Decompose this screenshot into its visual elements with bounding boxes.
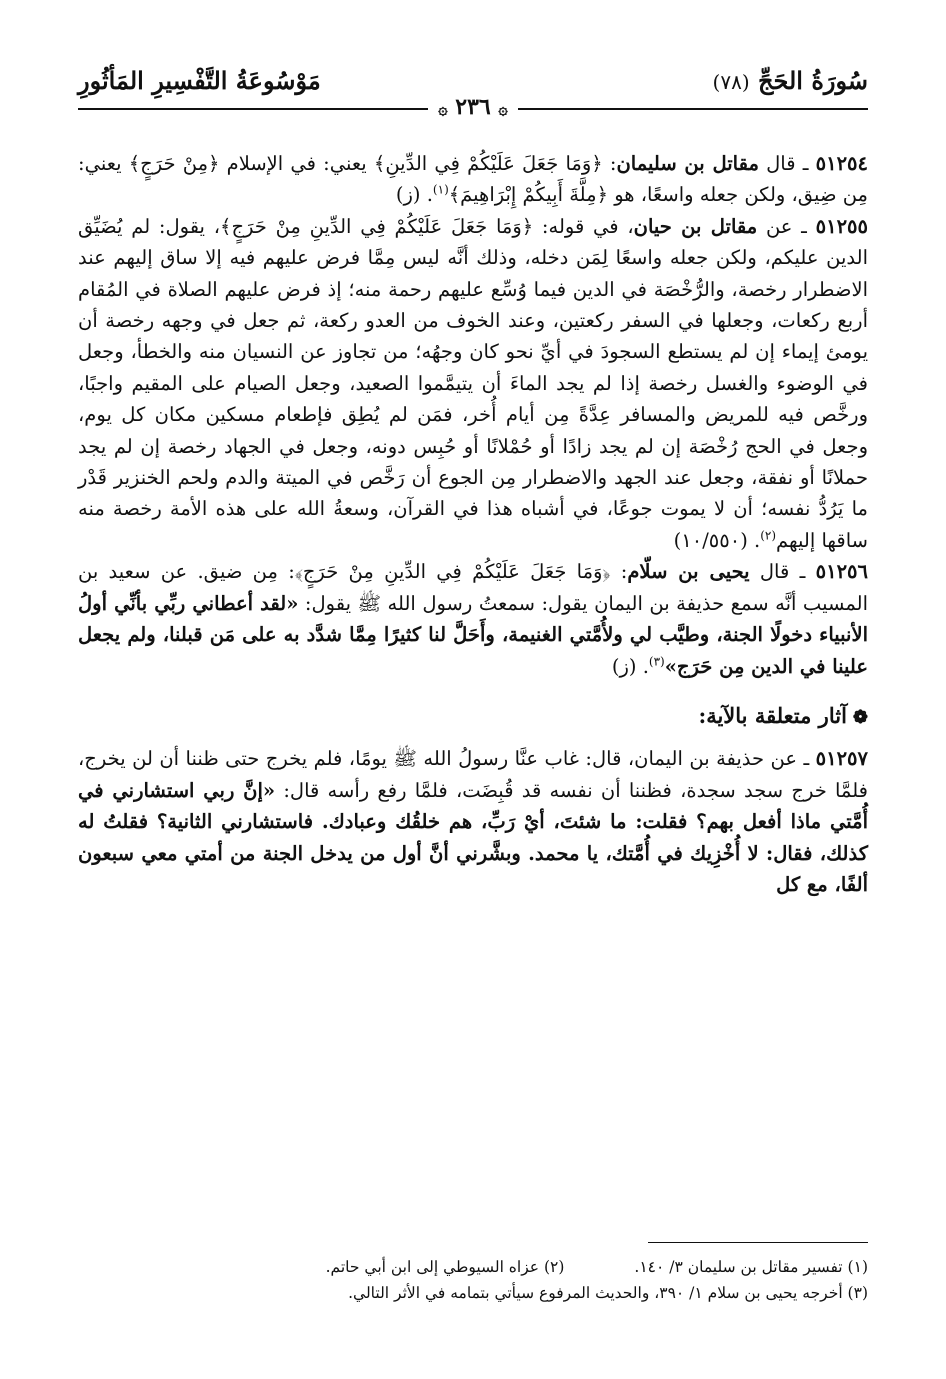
surah-title: [713, 66, 868, 95]
surah-name: سُورَةُ الحَجِّ: [758, 66, 868, 95]
page-number: ٢٣٦: [455, 94, 491, 120]
footnote-row: [78, 1254, 868, 1280]
entry-number: ٥١٢٥٤: [815, 152, 868, 175]
entry-number: ٥١٢٥٧: [815, 747, 869, 771]
entry-source: . (ز): [395, 183, 433, 207]
entry-text: ـ قال: [758, 152, 809, 175]
footnote-ref[interactable]: (٣): [648, 654, 665, 668]
section-heading: [78, 700, 868, 733]
book-title: مَوْسُوعَةُ التَّفْسِيرِ المَأثُورِ: [78, 66, 321, 95]
footnote-2: (٢) عزاه السيوطي إلى ابن أبي حاتم.: [325, 1258, 565, 1276]
entry-51254: [78, 148, 868, 211]
entry-text: : ﴿وَمَا جَعَلَ عَلَيْكُمْ فِي الدِّينِ مِنْ حَرَجٍ﴾: مِن ضيق. عن سعيد بن المسيب أنَّه سمع حذيفة بن اليمان يقول: سمعتُ رسول الله ﷺ يقول:: [78, 560, 868, 615]
ornament-left-icon: ۞: [438, 99, 448, 118]
entry-source: . (ز): [611, 654, 649, 678]
flower-icon: ❁: [852, 706, 868, 728]
entry-text: ـ قال: [749, 560, 806, 584]
footnotes: [78, 1254, 868, 1306]
footnote-ref[interactable]: (١): [432, 182, 449, 197]
narrator-name: يحيى بن سلّام: [627, 560, 750, 584]
entry-51256: [78, 556, 868, 682]
entry-number: ٥١٢٥٥: [815, 214, 868, 238]
entry-51257: [78, 743, 868, 900]
narrator-name: مقاتل بن حيان: [633, 214, 758, 238]
entry-text: ، في قوله: ﴿وَمَا جَعَلَ عَلَيْكُمْ فِي الدِّينِ مِنْ حَرَجٍ﴾، يقول: لم يُضَيِّق الدين عليكم، ولكن جعله واسعًا لِمَن دخله، وذلك أنَّه ليس مِمَّا فرض عليهم فيه إلا ساق إليهم عند الاضطرار رخصة، والرُّخْصَة في الدين فيما وُسِّع عليهم رحمة منه؛ إذ فرض عليهم الصلاة في المُقام أربع ركعات، وجعلها في السفر ركعتين، وعند الخوف من العدو ركعة، ثم جعل في وجهه رخصة أن يومئ إيماء إن لم يستطع السجودَ في أيِّ نحو كان وجهُه؛ من تجاوز عن النسيان منه والخطأ، وجعل في الوضوء والغسل رخصة إذا لم يجد الماءَ أن يتيمَّموا الصعيد، وجعل الصيام على المقيم واجبًا، ورخَّص فيه للمريض والمسافر عِدَّةً مِن أيام أُخر، فمَن لم يُطِق فإطعام مسكين مكان كل يوم، وجعل في الحج رُخْصَة إن لم يجد زادًا أو حُمْلانًا أو حُبِس دونه، وجعل في الجهاد رخصة إن لم يجد حملانًا أو نفقة، وجعل عند الجهد والاضطرار مِن الجوع أن رَخَّص في الميتة والدم ولحم الخنزير قَدْر ما يَرُدُّ نفسه؛ أن لا يموت جوعًا، في أشباه هذا في القرآن، وسعةُ الله على هذه الأمة رخصة منه ساقها إليهم: [78, 214, 868, 552]
page-number-box: [0, 94, 946, 120]
entry-51255: [78, 211, 868, 556]
entry-source: . (١٠/٥٥٠): [673, 528, 761, 552]
ornament-right-icon: ۞: [498, 99, 508, 118]
entry-text: ـ عن حذيفة بن اليمان، قال: غاب عنَّا رسولُ الله ﷺ يومًا، فلم يخرج حتى ظننا أن لن يخرج، فلمَّا خرج سجد سجدة، فظننا أن نفسه قد قُبِضَت، فلمَّا رفع رأسه قال:: [78, 747, 868, 802]
entry-number: ٥١٢٥٦: [815, 560, 868, 584]
surah-number: (٧٨): [712, 70, 750, 94]
footnote-ref[interactable]: (٢): [760, 528, 777, 543]
footnote-1: (١) تفسير مقاتل بن سليمان ٣/ ١٤٠.: [634, 1258, 868, 1276]
main-text: [78, 148, 868, 900]
footnote-rule: [648, 1242, 868, 1243]
section-title: آثار متعلقة بالآية:: [698, 702, 847, 728]
entry-text: ـ عن: [757, 214, 807, 238]
footnote-3: (٣) أخرجه يحيى بن سلام ١/ ٣٩٠، والحديث المرفوع سيأتي بتمامه في الأثر التالي.: [348, 1284, 868, 1302]
narrator-name: مقاتل بن سليمان: [616, 152, 759, 175]
hadith-text: «إنَّ ربي استشارني في أُمَّتي ماذا أفعل بهم؟ فقلت: ما شئتَ، أيْ رَبِّ، هم خلقُك وعبادك. فاستشارني الثانية؟ فقلتُ له كذلك، فقال: لا أُخْزِيك في أُمَّتك، يا محمد. وبشَّرني أنَّ أول من يدخل الجنة من أمتي معي سبعون ألفًا، مع كل: [78, 778, 868, 896]
hadith-text: «لقد أعطاني ربِّي بأنِّي أولُ الأنبياء دخولًا الجنة، وطيَّب لي ولأُمَّتي الغنيمة، وأَحَلَّ لنا كثيرًا مِمَّا شدَّد به على مَن قبلنا، ولم يجعل علينا في الدين مِن حَرَج»: [78, 591, 868, 678]
entry-text: : ﴿وَمَا جَعَلَ عَلَيْكُمْ فِي الدِّينِ﴾ يعني: في الإسلام ﴿مِنْ حَرَجٍ﴾ يعني: مِن ضِيق، ولكن جعله واسعًا، هو ﴿مِلَّةَ أَبِيكُمْ إِبْرَاهِيمَ﴾: [78, 152, 868, 207]
